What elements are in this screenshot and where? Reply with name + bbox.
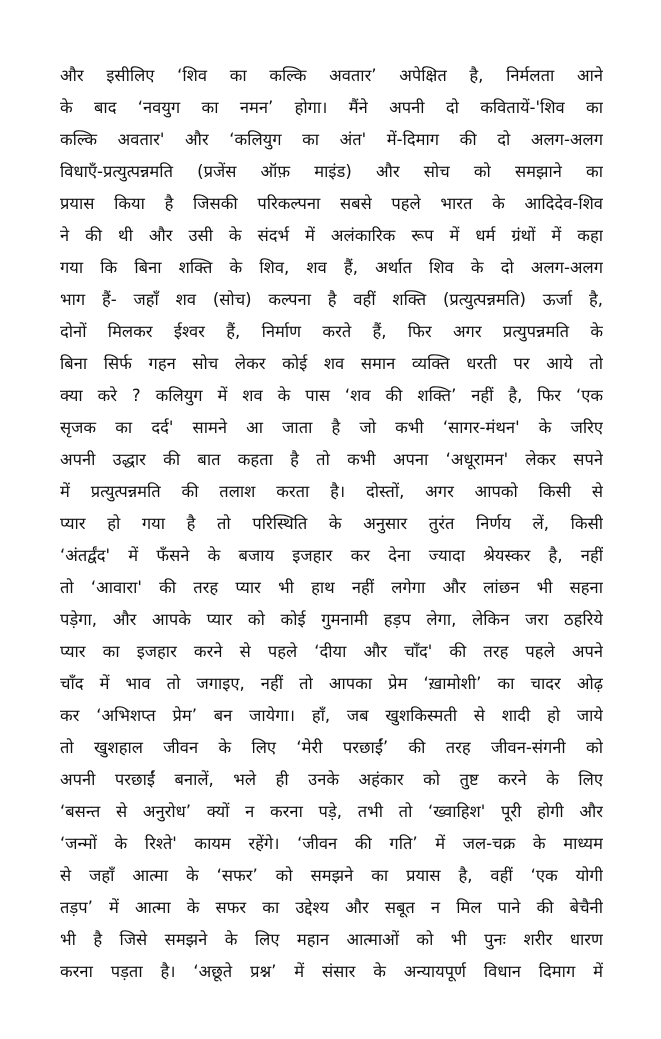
text-line: दोनों मिलकर ईश्वर हैं, निर्माण करते हैं, फिर अगर प्रत्युपन्नमति के	[60, 322, 603, 341]
text-line: ‘बसन्त से अनुरोध’ क्यों न करना पड़े, तभी तो ‘ख्वाहिश' पूरी होगी और	[60, 802, 603, 821]
text-line: चाँद में भाव तो जगाइए, नहीं तो आपका प्रेम ‘ख़ामोशी’ का चादर ओढ़	[60, 674, 603, 693]
text-line: क्या करे ? कलियुग में शव के पास ‘शव की शक्ति’ नहीं है, फिर ‘एक	[60, 386, 603, 405]
text-line: अपनी उद्धार की बात कहता है तो कभी अपना ‘अधूरामन' लेकर सपने	[60, 450, 603, 469]
text-line: पड़ेगा, और आपके प्यार को कोई गुमनामी हड़प लेगा, लेकिन जरा ठहरिये	[60, 610, 603, 629]
text-line: के बाद ‘नवयुग का नमन’ होगा। मैंने अपनी दो कवितायें-'शिव का	[60, 98, 603, 117]
text-line: कर ‘अभिशप्त प्रेम’ बन जायेगा। हाँ, जब खुशकिस्मती से शादी हो जाये	[60, 706, 603, 725]
text-line: ‘जन्मों के रिश्ते' कायम रहेंगे। ‘जीवन की गति’ में जल-चक्र के माध्यम	[60, 834, 603, 853]
text-line: बिना सिर्फ गहन सोच लेकर कोई शव समान व्यक्ति धरती पर आये तो	[60, 354, 603, 373]
text-line: तड़प’ में आत्मा के सफर का उद्देश्य और सबूत न मिल पाने की बेचैनी	[60, 898, 603, 917]
text-line: प्रयास किया है जिसकी परिकल्पना सबसे पहले भारत के आदिदेव-शिव	[60, 194, 603, 213]
text-line: में प्रत्युत्पन्नमति की तलाश करता है। दोस्तों, अगर आपको किसी से	[60, 482, 603, 501]
text-line: सृजक का दर्द' सामने आ जाता है जो कभी ‘सागर-मंथन' के जरिए	[60, 418, 603, 437]
text-line: से जहाँ आत्मा के ‘सफर’ को समझने का प्रयास है, वहीं ‘एक योगी	[60, 866, 603, 885]
text-line: प्यार का इजहार करने से पहले ‘दीया और चाँद' की तरह पहले अपने	[60, 642, 603, 661]
text-line: विधाएँ-प्रत्युत्पन्नमति (प्रजेंस ऑफ़ माइंड) और सोच को समझाने का	[60, 162, 603, 181]
text-line: तो खुशहाल जीवन के लिए ‘मेरी परछाईं’ की तरह जीवन-संगनी को	[60, 738, 603, 757]
text-line: भाग हैं- जहाँ शव (सोच) कल्पना है वहीं शक्ति (प्रत्युत्पन्नमति) ऊर्जा है,	[60, 290, 603, 309]
text-line: और इसीलिए ‘शिव का कल्कि अवतार’ अपेक्षित है, निर्मलता आने	[60, 66, 603, 85]
text-line: करना पड़ता है। ‘अछूते प्रश्न’ में संसार के अन्यायपूर्ण विधान दिमाग में	[60, 962, 603, 981]
text-line: गया कि बिना शक्ति के शिव, शव हैं, अर्थात शिव के दो अलग-अलग	[60, 258, 603, 277]
text-line: ‘अंतर्द्वंद' में फँसने के बजाय इजहार कर देना ज्यादा श्रेयस्कर है, नहीं	[60, 546, 603, 565]
text-line: ने की थी और उसी के संदर्भ में अलंकारिक रूप में धर्म ग्रंथों में कहा	[60, 226, 603, 245]
text-line: भी है जिसे समझने के लिए महान आत्माओं को भी पुनः शरीर धारण	[60, 930, 603, 949]
text-line: कल्कि अवतार' और ‘कलियुग का अंत' में-दिमाग की दो अलग-अलग	[60, 130, 603, 149]
text-line: तो ‘आवारा' की तरह प्यार भी हाथ नहीं लगेगा और लांछन भी सहना	[60, 578, 603, 597]
text-line: प्यार हो गया है तो परिस्थिति के अनुसार तुरंत निर्णय लें, किसी	[60, 514, 603, 533]
text-line: अपनी परछाईं बनालें, भले ही उनके अहंकार को तुष्ट करने के लिए	[60, 770, 603, 789]
